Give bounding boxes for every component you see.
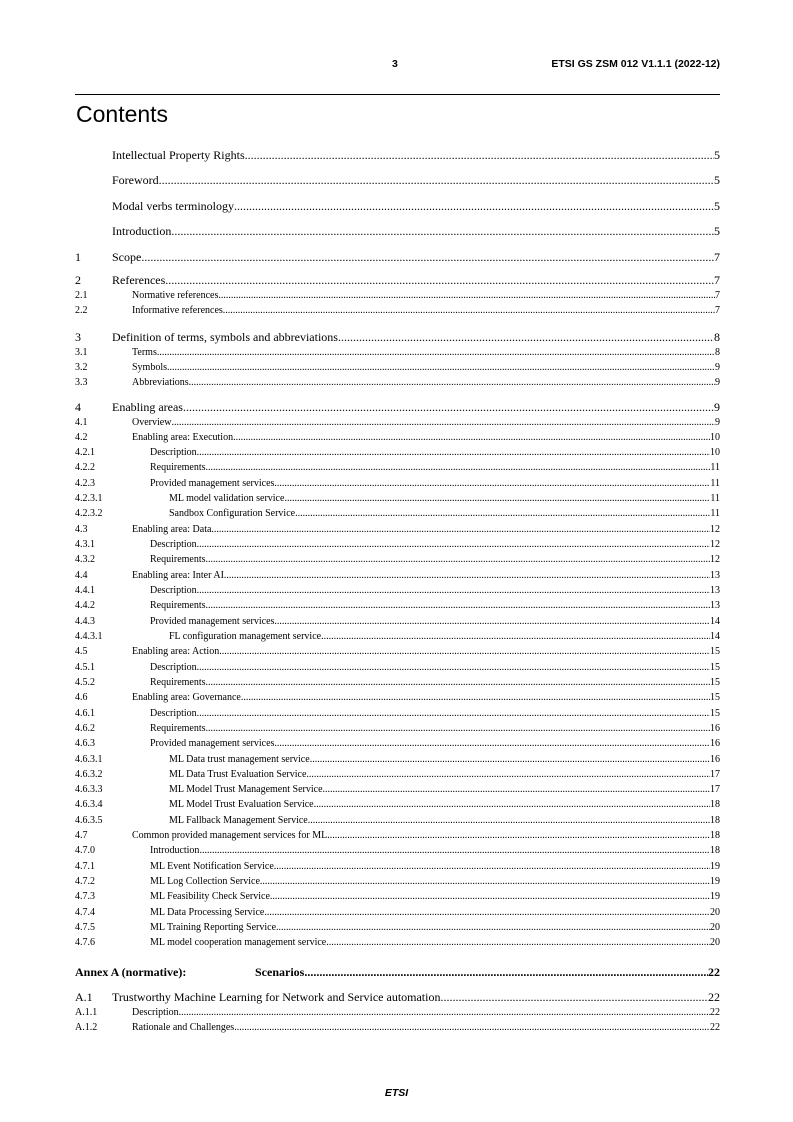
toc-page-number: 8 xyxy=(715,347,720,358)
toc-entry-title: ML Data trust management service xyxy=(169,754,310,765)
toc-annex-entry[interactable] xyxy=(75,965,720,980)
toc-page-number: 12 xyxy=(710,524,720,535)
toc-page-number: 8 xyxy=(714,330,720,344)
toc-entry-title: FL configuration management service xyxy=(169,631,322,642)
toc-entry-title: Enabling areas xyxy=(112,400,183,414)
toc-leader-dots xyxy=(304,965,708,980)
toc-page-number: 11 xyxy=(710,493,720,504)
toc-entry[interactable] xyxy=(75,876,720,887)
toc-entry[interactable] xyxy=(75,224,720,239)
toc-entry[interactable] xyxy=(75,432,720,443)
toc-entry-title: ML Data Trust Evaluation Service xyxy=(169,769,307,780)
toc-entry-title: Scope xyxy=(112,250,142,264)
toc-page-number: 15 xyxy=(710,646,720,657)
toc-entry-number: 4.7.3 xyxy=(75,891,95,902)
toc-entry-number: 4.7.4 xyxy=(75,907,95,918)
toc-leader-dots xyxy=(219,646,710,657)
toc-entry-title: ML Fallback Management Service xyxy=(169,815,308,826)
toc-entry[interactable] xyxy=(75,692,720,703)
toc-entry-number: 4.6 xyxy=(75,692,88,703)
toc-leader-dots xyxy=(197,708,710,719)
toc-entry-title: ML Event Notification Service xyxy=(150,861,274,872)
toc-entry[interactable] xyxy=(75,250,720,265)
toc-entry[interactable] xyxy=(75,723,720,734)
toc-entry-title: Enabling area: Action xyxy=(132,646,220,657)
toc-page-number: 19 xyxy=(710,861,720,872)
toc-entry-number: 4.5.1 xyxy=(75,662,95,673)
toc-leader-dots xyxy=(197,585,710,596)
toc-entry-number: 3.3 xyxy=(75,377,88,388)
toc-entry-number: 4 xyxy=(75,400,81,414)
toc-entry[interactable] xyxy=(75,815,720,826)
toc-leader-dots xyxy=(183,400,714,415)
toc-page-number: 17 xyxy=(710,769,720,780)
toc-page-number: 19 xyxy=(710,891,720,902)
toc-page-number: 9 xyxy=(715,417,720,428)
toc-entry-title: Provided management services xyxy=(150,478,275,489)
page-title: Contents xyxy=(76,101,169,127)
toc-leader-dots xyxy=(270,891,710,902)
toc-leader-dots xyxy=(159,173,714,188)
toc-page-number: 13 xyxy=(710,600,720,611)
toc-entry-number: A.1.1 xyxy=(75,1007,98,1018)
toc-leader-dots xyxy=(310,754,710,765)
toc-entry-number: 4.2.1 xyxy=(75,447,95,458)
toc-leader-dots xyxy=(206,462,711,473)
toc-entry[interactable] xyxy=(75,1007,720,1018)
toc-entry-title: ML Feasibility Check Service xyxy=(150,891,270,902)
toc-entry-title: Requirements xyxy=(150,600,206,611)
toc-entry[interactable] xyxy=(75,524,720,535)
toc-page-number: 18 xyxy=(710,815,720,826)
toc-page-number: 14 xyxy=(710,631,720,642)
toc-leader-dots xyxy=(274,738,710,749)
toc-entry[interactable] xyxy=(75,922,720,933)
toc-page-number: 7 xyxy=(714,273,720,287)
toc-leader-dots xyxy=(211,524,710,535)
toc-entry-title: Description xyxy=(132,1007,179,1018)
toc-entry-number: 4.4 xyxy=(75,570,88,581)
toc-entry-number: 4.3.2 xyxy=(75,554,95,565)
toc-entry-number: 4.4.3.1 xyxy=(75,631,103,642)
toc-leader-dots xyxy=(179,1007,710,1018)
toc-entry[interactable] xyxy=(75,377,720,388)
toc-entry-number: 3.2 xyxy=(75,362,88,373)
toc-entry[interactable] xyxy=(75,148,720,163)
toc-entry-title: Enabling area: Data xyxy=(132,524,212,535)
toc-entry-number: 4.7.1 xyxy=(75,861,95,872)
toc-leader-dots xyxy=(167,362,715,373)
toc-entry-number: 4.3 xyxy=(75,524,88,535)
toc-leader-dots xyxy=(223,305,715,316)
toc-entry-title: Introduction xyxy=(112,224,172,238)
toc-entry-title: Provided management services xyxy=(150,616,275,627)
toc-page-number: 15 xyxy=(710,662,720,673)
toc-entry-number: 4.2.3.1 xyxy=(75,493,103,504)
toc-leader-dots xyxy=(306,769,710,780)
toc-entry[interactable] xyxy=(75,738,720,749)
toc-entry-number: 4.1 xyxy=(75,417,88,428)
toc-entry[interactable] xyxy=(75,891,720,902)
toc-leader-dots xyxy=(284,493,710,504)
toc-page-number: 13 xyxy=(710,585,720,596)
toc-entry[interactable] xyxy=(75,907,720,918)
toc-entry[interactable] xyxy=(75,677,720,688)
toc-entry[interactable] xyxy=(75,937,720,948)
toc-page-number: 9 xyxy=(715,362,720,373)
toc-leader-dots xyxy=(327,830,710,841)
toc-page-number: 22 xyxy=(708,965,720,979)
toc-page-number: 7 xyxy=(715,290,720,301)
toc-entry-title: Foreword xyxy=(112,173,159,187)
toc-entry[interactable] xyxy=(75,1022,720,1033)
toc-entry[interactable] xyxy=(75,616,720,627)
toc-entry-title: Enabling area: Execution xyxy=(132,432,234,443)
toc-entry-title: Description xyxy=(150,539,197,550)
toc-entry-number: A.1.2 xyxy=(75,1022,98,1033)
toc-entry-title: Description xyxy=(150,708,197,719)
toc-entry[interactable] xyxy=(75,478,720,489)
toc-entry[interactable] xyxy=(75,508,720,519)
toc-entry-title: ML model validation service xyxy=(169,493,285,504)
toc-entry[interactable] xyxy=(75,493,720,504)
toc-entry-number: 4.4.3 xyxy=(75,616,95,627)
toc-leader-dots xyxy=(274,478,710,489)
toc-page-number: 18 xyxy=(710,799,720,810)
toc-entry-title: ML Training Reporting Service xyxy=(150,922,277,933)
toc-entry-title: ML Model Trust Management Service xyxy=(169,784,323,795)
toc-leader-dots xyxy=(323,784,710,795)
toc-leader-dots xyxy=(206,677,710,688)
toc-leader-dots xyxy=(206,554,710,565)
toc-leader-dots xyxy=(197,447,710,458)
toc-entry[interactable] xyxy=(75,330,720,345)
toc-leader-dots xyxy=(440,990,708,1005)
toc-leader-dots xyxy=(224,570,710,581)
toc-page-number: 22 xyxy=(710,1022,720,1033)
toc-entry[interactable] xyxy=(75,631,720,642)
toc-entry-number: 4.6.3.1 xyxy=(75,754,103,765)
toc-entry-title: Modal verbs terminology xyxy=(112,199,234,213)
toc-entry-number: 4.4.2 xyxy=(75,600,95,611)
toc-page-number: 15 xyxy=(710,708,720,719)
toc-entry-number: 4.3.1 xyxy=(75,539,95,550)
toc-page-number: 22 xyxy=(708,990,720,1004)
toc-leader-dots xyxy=(141,250,714,265)
toc-leader-dots xyxy=(206,723,710,734)
toc-entry-number: 2 xyxy=(75,273,81,287)
toc-entry-number: 4.6.3.2 xyxy=(75,769,103,780)
toc-entry[interactable] xyxy=(75,799,720,810)
toc-entry-number: 4.5.2 xyxy=(75,677,95,688)
toc-page-number: 17 xyxy=(710,784,720,795)
toc-page-number: 11 xyxy=(710,508,720,519)
toc-page-number: 20 xyxy=(710,937,720,948)
toc-page-number: 7 xyxy=(715,305,720,316)
toc-leader-dots xyxy=(165,273,714,288)
toc-entry[interactable] xyxy=(75,539,720,550)
toc-page-number: 16 xyxy=(710,723,720,734)
toc-entry[interactable] xyxy=(75,347,720,358)
toc-page-number: 16 xyxy=(710,738,720,749)
toc-leader-dots xyxy=(171,224,714,239)
toc-entry-title: Symbols xyxy=(132,362,168,373)
toc-leader-dots xyxy=(274,861,710,872)
toc-entry-number: 1 xyxy=(75,250,81,264)
toc-leader-dots xyxy=(308,815,710,826)
toc-page-number: 19 xyxy=(710,876,720,887)
toc-entry[interactable] xyxy=(75,861,720,872)
toc-entry[interactable] xyxy=(75,554,720,565)
toc-page-number: 5 xyxy=(714,173,720,187)
toc-entry-title: Intellectual Property Rights xyxy=(112,148,245,162)
toc-entry-number: 2.1 xyxy=(75,290,88,301)
toc-page-number: 12 xyxy=(710,539,720,550)
toc-entry[interactable] xyxy=(75,708,720,719)
toc-entry-title: Terms xyxy=(132,347,157,358)
toc-leader-dots xyxy=(241,692,710,703)
toc-entry[interactable] xyxy=(75,769,720,780)
toc-entry-title: Definition of terms, symbols and abbreviations xyxy=(112,330,338,344)
toc-leader-dots xyxy=(206,600,710,611)
toc-entry[interactable] xyxy=(75,462,720,473)
toc-entry[interactable] xyxy=(75,305,720,316)
toc-page-number: 14 xyxy=(710,616,720,627)
toc-leader-dots xyxy=(197,662,710,673)
toc-leader-dots xyxy=(260,876,710,887)
toc-entry-number: 4.2.3.2 xyxy=(75,508,103,519)
toc-entry-number: Annex A (normative): xyxy=(75,965,187,979)
toc-entry-title: ML Log Collection Service xyxy=(150,876,260,887)
toc-page-number: 10 xyxy=(710,432,720,443)
toc-entry-title: Description xyxy=(150,585,197,596)
toc-leader-dots xyxy=(234,199,714,214)
toc-leader-dots xyxy=(157,347,715,358)
toc-entry-title: Abbreviations xyxy=(132,377,189,388)
toc-entry[interactable] xyxy=(75,830,720,841)
toc-entry[interactable] xyxy=(75,845,720,856)
toc-entry-number: 4.6.3.5 xyxy=(75,815,103,826)
toc-entry-title: Normative references xyxy=(132,290,219,301)
toc-entry[interactable] xyxy=(75,600,720,611)
toc-entry-number: 4.4.1 xyxy=(75,585,95,596)
toc-entry-number: 4.2.3 xyxy=(75,478,95,489)
toc-leader-dots xyxy=(314,799,710,810)
toc-page-number: 18 xyxy=(710,830,720,841)
toc-entry-title: Requirements xyxy=(150,677,206,688)
toc-page-number: 13 xyxy=(710,570,720,581)
toc-entry-title: Scenarios xyxy=(255,965,305,979)
toc-page-number: 15 xyxy=(710,692,720,703)
toc-entry-number: 4.6.3.4 xyxy=(75,799,103,810)
toc-entry[interactable] xyxy=(75,754,720,765)
toc-entry-title: ML Data Processing Service xyxy=(150,907,265,918)
toc-page-number: 12 xyxy=(710,554,720,565)
page-number: 3 xyxy=(392,58,398,70)
toc-entry-number: 3.1 xyxy=(75,347,88,358)
toc-entry[interactable] xyxy=(75,585,720,596)
toc-entry-number: 4.2.2 xyxy=(75,462,95,473)
toc-leader-dots xyxy=(245,148,714,163)
toc-entry[interactable] xyxy=(75,990,720,1005)
toc-entry[interactable] xyxy=(75,570,720,581)
toc-entry-title: Trustworthy Machine Learning for Network and Service automation xyxy=(112,990,441,1004)
toc-page-number: 22 xyxy=(710,1007,720,1018)
toc-entry-title: Rationale and Challenges xyxy=(132,1022,235,1033)
toc-entry-number: 4.6.1 xyxy=(75,708,95,719)
toc-leader-dots xyxy=(295,508,710,519)
toc-leader-dots xyxy=(218,290,715,301)
toc-entry-number: 4.6.3.3 xyxy=(75,784,103,795)
toc-leader-dots xyxy=(171,417,715,428)
toc-page-number: 10 xyxy=(710,447,720,458)
toc-leader-dots xyxy=(321,631,710,642)
toc-leader-dots xyxy=(338,330,714,345)
toc-entry[interactable] xyxy=(75,662,720,673)
toc-entry-title: Requirements xyxy=(150,723,206,734)
document-id: ETSI GS ZSM 012 V1.1.1 (2022-12) xyxy=(551,58,720,70)
toc-entry-title: ML Model Trust Evaluation Service xyxy=(169,799,314,810)
toc-entry-title: Introduction xyxy=(150,845,200,856)
toc-entry[interactable] xyxy=(75,362,720,373)
toc-entry-number: 4.5 xyxy=(75,646,88,657)
toc-entry-title: Common provided management services for ML xyxy=(132,830,328,841)
toc-entry-title: Description xyxy=(150,662,197,673)
toc-entry[interactable] xyxy=(75,646,720,657)
toc-page-number: 5 xyxy=(714,224,720,238)
toc-leader-dots xyxy=(326,937,710,948)
toc-entry-title: References xyxy=(112,273,166,287)
toc-entry-title: Enabling area: Inter AI xyxy=(132,570,224,581)
toc-entry[interactable] xyxy=(75,447,720,458)
toc-entry-number: 4.7.2 xyxy=(75,876,95,887)
toc-entry[interactable] xyxy=(75,290,720,301)
toc-entry-title: Description xyxy=(150,447,197,458)
toc-leader-dots xyxy=(274,616,710,627)
toc-leader-dots xyxy=(199,845,710,856)
toc-entry[interactable] xyxy=(75,273,720,288)
toc-page-number: 16 xyxy=(710,754,720,765)
toc-page-number: 20 xyxy=(710,907,720,918)
toc-entry-title: Enabling area: Governance xyxy=(132,692,241,703)
toc-page-number: 18 xyxy=(710,845,720,856)
toc-entry-title: ML model cooperation management service xyxy=(150,937,327,948)
toc-leader-dots xyxy=(233,432,710,443)
toc-page-number: 9 xyxy=(715,377,720,388)
toc-entry-number: A.1 xyxy=(75,990,93,1004)
toc-page-number: 11 xyxy=(710,478,720,489)
toc-page-number: 15 xyxy=(710,677,720,688)
toc-entry-title: Informative references xyxy=(132,305,223,316)
toc-entry-number: 4.7 xyxy=(75,830,88,841)
toc-page-number: 11 xyxy=(710,462,720,473)
toc-entry-title: Requirements xyxy=(150,462,206,473)
toc-entry-number: 4.7.6 xyxy=(75,937,95,948)
toc-page-number: 7 xyxy=(714,250,720,264)
toc-entry[interactable] xyxy=(75,400,720,415)
toc-entry[interactable] xyxy=(75,417,720,428)
toc-page-number: 20 xyxy=(710,922,720,933)
toc-entry-number: 4.6.3 xyxy=(75,738,95,749)
toc-page-number: 5 xyxy=(714,148,720,162)
toc-leader-dots xyxy=(189,377,715,388)
toc-entry-title: Sandbox Configuration Service xyxy=(169,508,296,519)
toc-entry-title: Requirements xyxy=(150,554,206,565)
toc-entry-title: Overview xyxy=(132,417,172,428)
toc-entry[interactable] xyxy=(75,199,720,214)
toc-leader-dots xyxy=(197,539,710,550)
footer-org: ETSI xyxy=(384,1087,409,1099)
toc-entry-title: Provided management services xyxy=(150,738,275,749)
toc-entry-number: 4.7.5 xyxy=(75,922,95,933)
toc-entry-number: 3 xyxy=(75,330,81,344)
toc-entry-number: 2.2 xyxy=(75,305,88,316)
toc-leader-dots xyxy=(264,907,710,918)
toc-entry-number: 4.2 xyxy=(75,432,88,443)
toc-page-number: 9 xyxy=(714,400,720,414)
toc-entry-number: 4.6.2 xyxy=(75,723,95,734)
toc-page-number: 5 xyxy=(714,199,720,213)
toc-leader-dots xyxy=(276,922,710,933)
toc-leader-dots xyxy=(234,1022,710,1033)
toc-entry-number: 4.7.0 xyxy=(75,845,95,856)
toc-entry[interactable] xyxy=(75,173,720,188)
toc-entry[interactable] xyxy=(75,784,720,795)
